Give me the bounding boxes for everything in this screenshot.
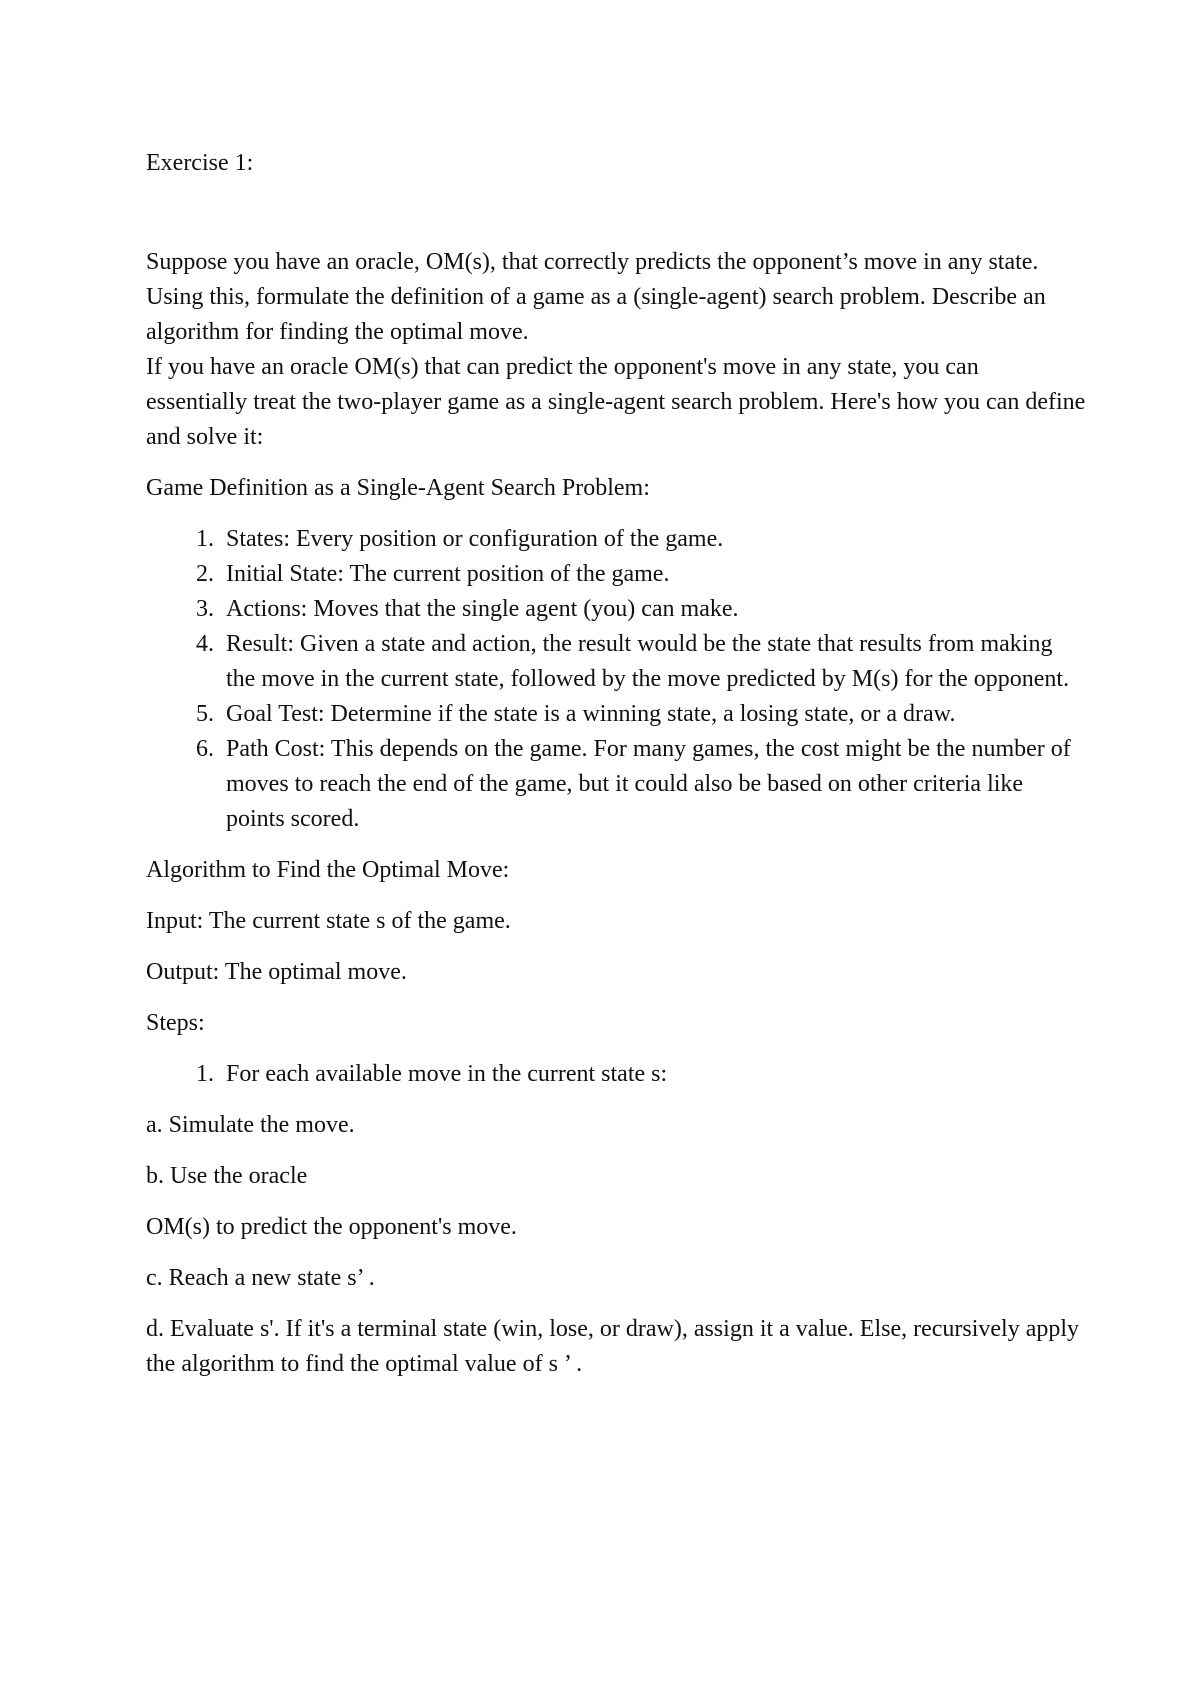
question-paragraph: Suppose you have an oracle, OM(s), that correctly predicts the opponent’s move in any state. Using this, formulate the definition of a game as a (single-agent) search problem. Describe an algorithm for finding the optimal move.	[146, 249, 1046, 345]
game-definition-list	[146, 522, 1086, 837]
substep-b-continued: OM(s) to predict the opponent's move.	[146, 1214, 517, 1240]
exercise-title: Exercise 1:	[146, 150, 254, 176]
substep-b: b. Use the oracle	[146, 1163, 308, 1189]
steps-heading: Steps:	[146, 1010, 205, 1036]
document-body	[146, 146, 1086, 1398]
list-item: 2. Initial State: The current position of the game.	[220, 557, 1086, 592]
list-item: 3. Actions: Moves that the single agent (you) can make.	[220, 592, 1086, 627]
steps-list	[146, 1057, 1086, 1092]
substep-d: d. Evaluate s'. If it's a terminal state (win, lose, or draw), assign it a value. Else, recursively apply the algorithm to find the optimal value of s ’ .	[146, 1316, 1080, 1377]
intro-paragraph: If you have an oracle OM(s) that can predict the opponent's move in any state, you can essentially treat the two-player game as a single-agent search problem. Here's how you can define and solve it:	[146, 354, 1086, 450]
input-line: Input: The current state s of the game.	[146, 908, 511, 934]
output-line: Output: The optimal move.	[146, 959, 407, 985]
substep-c: c. Reach a new state s’ .	[146, 1265, 375, 1291]
list-item: 6. Path Cost: This depends on the game. For many games, the cost might be the number of moves to reach the end of the game, but it could also be based on other criteria like points scored.	[220, 732, 1086, 837]
substep-a: a. Simulate the move.	[146, 1112, 355, 1138]
list-item: 1. States: Every position or configuration of the game.	[220, 522, 1086, 557]
algorithm-heading: Algorithm to Find the Optimal Move:	[146, 857, 510, 883]
list-item: 5. Goal Test: Determine if the state is a winning state, a losing state, or a draw.	[220, 697, 1086, 732]
list-item: 1. For each available move in the current state s:	[220, 1057, 1086, 1092]
list-item: 4. Result: Given a state and action, the result would be the state that results from making the move in the current state, followed by the move predicted by M(s) for the opponent.	[220, 627, 1086, 697]
game-definition-heading: Game Definition as a Single-Agent Search Problem:	[146, 475, 650, 501]
